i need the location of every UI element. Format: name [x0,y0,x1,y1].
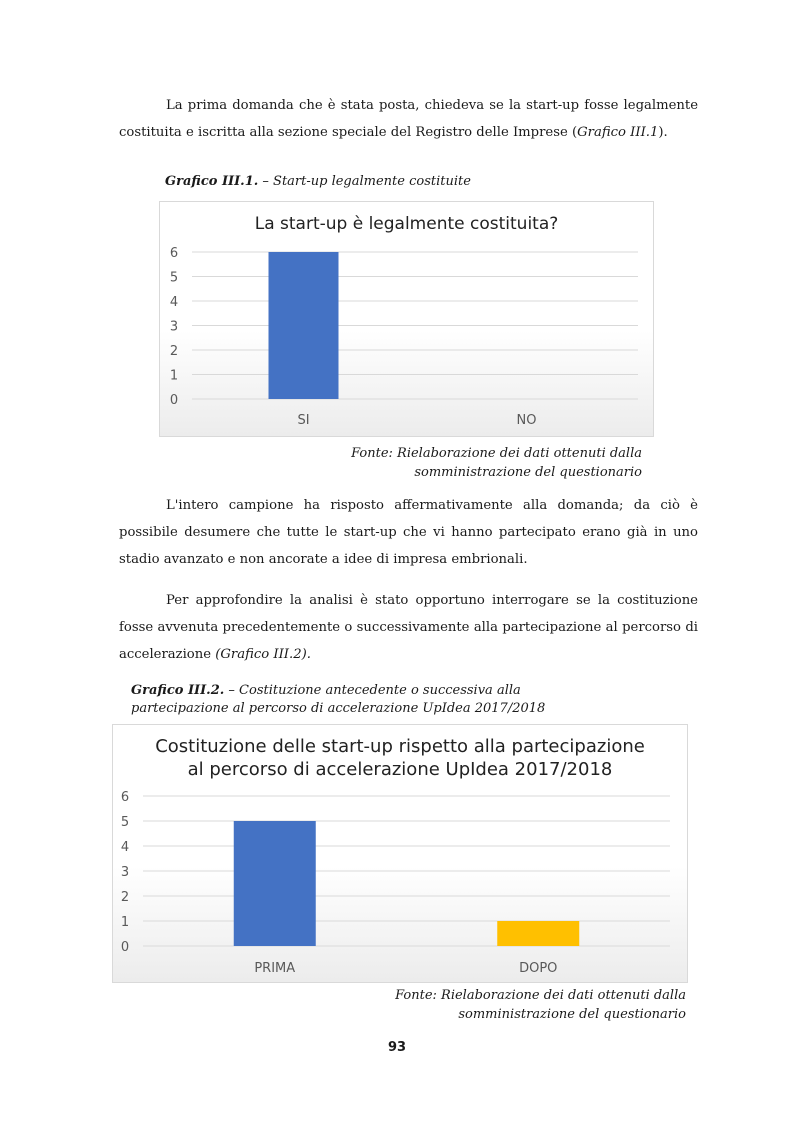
chart-2-source-line-2: somministrazione del questionario [458,1007,686,1022]
paragraph-3-reference: (Grafico III.2). [215,647,311,662]
chart-2-title-line-2: al percorso di accelerazione UpIdea 2017/2018 [187,759,613,780]
chart-2-category-label: PRIMA [254,961,296,976]
paragraph-3-text: Per approfondire la analisi è stato opportuno interrogare se la costituzione fosse avvenuta precedentemente o successivamente alla partecipazione al percorso di accelerazione [119,593,698,662]
chart-1-caption-text: – Start-up legalmente costituite [258,174,471,189]
chart-1-bar-si [269,252,339,399]
chart-2-caption-label: Grafico III.2. [131,683,225,698]
chart-2-caption-line-2: partecipazione al percorso di accelerazione UpIdea 2017/2018 [131,701,546,716]
chart-1-title: La start-up è legalmente costituita? [254,214,559,234]
chart-2 [112,724,688,983]
chart-2-plot [113,725,687,982]
chart-2-bar-dopo [497,921,579,946]
chart-1-category-label: SI [297,413,310,428]
chart-2-caption-text: – Costituzione antecedente o successiva alla [224,683,521,698]
chart-2-ytick-label: 1 [120,915,130,930]
chart-1-ytick-label: 5 [169,270,179,286]
chart-1-ytick-label: 3 [169,319,179,335]
chart-1-ytick-label: 4 [169,295,179,310]
chart-1-source [351,444,642,482]
chart-2-ytick-label: 4 [120,840,130,855]
chart-2-category-label: DOPO [519,961,558,976]
chart-1-source-line-1: Fonte: Rielaborazione dei dati ottenuti dalla [351,446,642,461]
chart-1-ytick-label: 6 [169,246,179,261]
chart-2-ytick-label: 3 [120,865,130,880]
chart-1-caption [165,173,471,191]
chart-2-source-line-1: Fonte: Rielaborazione dei dati ottenuti dalla [395,988,686,1003]
chart-1-ytick-label: 0 [169,393,179,408]
chart-1-ytick-label: 2 [169,344,179,359]
chart-1-category-label: NO [516,413,537,428]
chart-1-ytick-label: 1 [169,368,179,384]
chart-1 [159,201,654,437]
paragraph-2 [119,492,698,573]
chart-2-ytick-label: 0 [120,940,130,955]
chart-2-caption [131,682,545,718]
paragraph-1-text: La prima domanda che è stata posta, chiedeva se la start-up fosse legalmente costituita e iscritta alla sezione speciale del Registro delle Imprese ( [119,98,698,140]
paragraph-1-reference: Grafico III.1 [577,125,659,140]
chart-2-bar-prima [234,821,316,946]
chart-2-title-line-1: Costituzione delle start-up rispetto alla partecipazione [155,736,645,757]
chart-2-ytick-label: 5 [120,815,130,830]
page-number: 93 [387,1040,407,1055]
chart-2-ytick-label: 6 [120,790,130,805]
chart-1-plot [160,202,653,436]
intro-paragraph [119,92,698,146]
paragraph-1-end: ). [658,125,668,140]
chart-2-source [395,986,686,1024]
paragraph-2-text: L'intero campione ha risposto affermativamente alla domanda; da ciò è possibile desumere che tutte le start-up che vi hanno partecipato erano già in uno stadio avanzato e non ancorate a idee di impresa embrionali. [119,498,698,567]
chart-1-source-line-2: somministrazione del questionario [414,465,642,480]
chart-1-caption-label: Grafico III.1. [165,174,259,189]
chart-2-ytick-label: 2 [120,890,130,905]
paragraph-3 [119,587,698,668]
